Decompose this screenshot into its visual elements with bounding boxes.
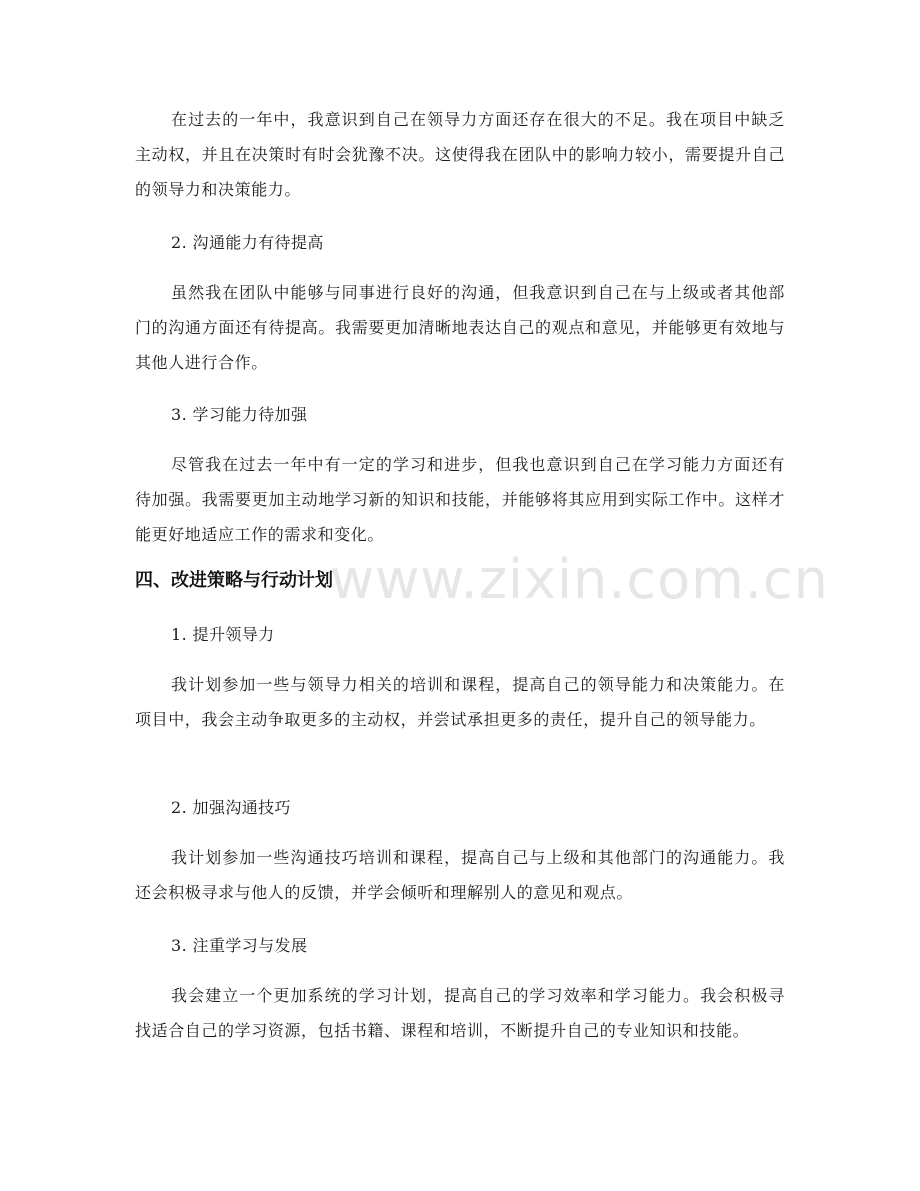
paragraph-leadership-plan: 我计划参加一些与领导力相关的培训和课程，提高自己的领导能力和决策能力。在项目中，我会主动争取更多的主动权，并尝试承担更多的责任，提升自己的领导能力。 xyxy=(135,675,785,729)
paragraph-learning: 尽管我在过去一年中有一定的学习和进步，但我也意识到自己在学习能力方面还有待加强。我需要更加主动地学习新的知识和技能，并能够将其应用到实际工作中。这样才能更好地适应工作的需求和变化。 xyxy=(135,455,785,544)
section-heading-improvement: 四、改进策略与行动计划 xyxy=(135,570,333,591)
paragraph-leadership-weakness: 在过去的一年中，我意识到自己在领导力方面还存在很大的不足。我在项目中缺乏主动权，并且在决策时有时会犹豫不决。这使得我在团队中的影响力较小，需要提升自己的领导力和决策能力。 xyxy=(135,110,785,199)
watermark: www.zixin.com.cn xyxy=(330,548,829,611)
subheading-learning: 3. 学习能力待加强 xyxy=(171,405,308,424)
paragraph-communication-plan: 我计划参加一些沟通技巧培训和课程，提高自己与上级和其他部门的沟通能力。我还会积极寻求与他人的反馈，并学会倾听和理解别人的意见和观点。 xyxy=(135,848,785,902)
paragraph-learning-plan: 我会建立一个更加系统的学习计划，提高自己的学习效率和学习能力。我会积极寻找适合自己的学习资源，包括书籍、课程和培训，不断提升自己的专业知识和技能。 xyxy=(135,986,785,1040)
subheading-communication: 2. 沟通能力有待提高 xyxy=(171,233,324,252)
subheading-leadership: 1. 提升领导力 xyxy=(171,625,275,644)
subheading-communication-skills: 2. 加强沟通技巧 xyxy=(171,798,291,817)
subheading-learning-development: 3. 注重学习与发展 xyxy=(171,936,308,955)
paragraph-communication: 虽然我在团队中能够与同事进行良好的沟通，但我意识到自己在与上级或者其他部门的沟通方面还有待提高。我需要更加清晰地表达自己的观点和意见，并能够更有效地与其他人进行合作。 xyxy=(135,283,785,372)
